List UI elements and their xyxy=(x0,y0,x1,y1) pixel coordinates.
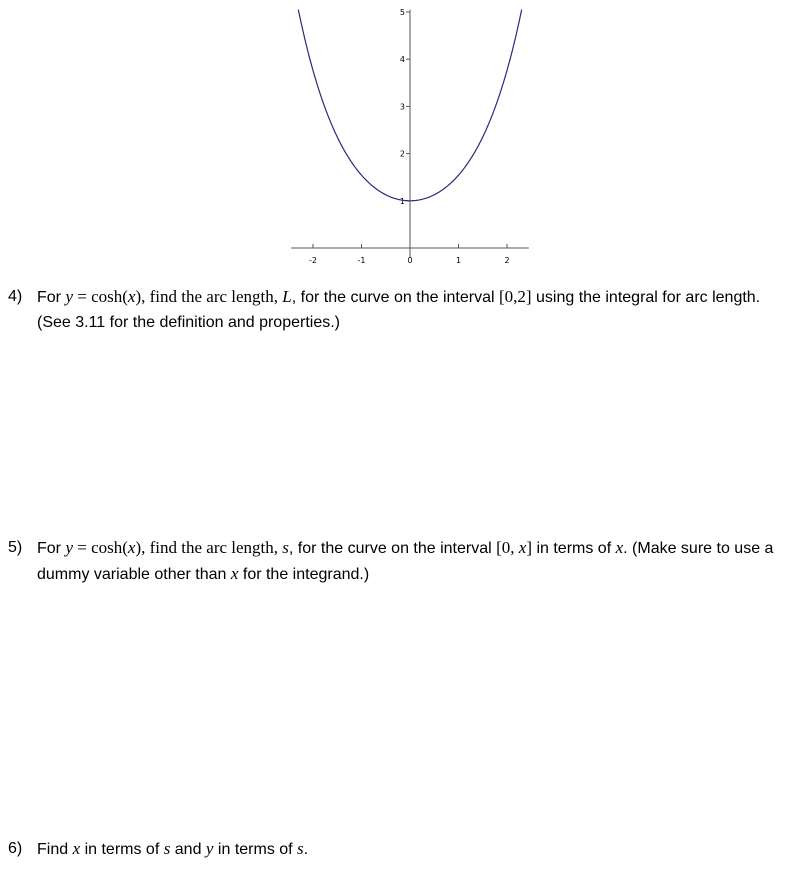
ticks xyxy=(309,8,510,265)
text-run: for the integrand.) xyxy=(238,566,370,583)
math-expr: ] xyxy=(526,538,533,557)
math-var: L xyxy=(282,287,292,306)
question-text xyxy=(37,535,798,587)
y-tick-label: 5 xyxy=(399,8,405,17)
math-var: x xyxy=(230,564,239,583)
y-tick-label: 4 xyxy=(399,55,405,65)
y-tick-label: 1 xyxy=(399,196,405,206)
math-expr: = cosh( xyxy=(73,287,128,306)
math-var: x xyxy=(518,538,527,557)
text-run: For xyxy=(37,540,66,557)
cosh-graph xyxy=(0,0,805,270)
math-var: y xyxy=(205,839,214,858)
x-tick-label: -1 xyxy=(357,256,366,265)
math-var: x xyxy=(127,538,136,557)
question-4 xyxy=(8,284,798,335)
text-run: in terms of xyxy=(532,540,616,557)
text-run: , for the curve on the interval xyxy=(291,289,499,306)
x-tick-label: 2 xyxy=(504,256,510,265)
text-run: . xyxy=(303,841,309,858)
math-var: s xyxy=(282,538,289,557)
text-run: ), find the arc length, xyxy=(135,538,283,557)
math-var: x xyxy=(127,287,136,306)
text-run: using the integral for arc length. (See 3.11 for the definition and properties.) xyxy=(37,289,761,331)
y-tick-label: 3 xyxy=(399,102,405,112)
axes xyxy=(291,10,529,258)
text-run: . (Make sure to use a dummy variable other than xyxy=(37,540,774,583)
math-expr: = cosh( xyxy=(73,538,128,557)
math-var: y xyxy=(65,287,73,306)
text-run: in terms of xyxy=(213,841,298,858)
math-var: s xyxy=(163,839,171,858)
text-run: in terms of xyxy=(80,841,164,858)
y-tick-label: 2 xyxy=(399,149,405,159)
question-5 xyxy=(8,535,798,587)
question-number: 5) xyxy=(8,539,23,556)
x-tick-label: 1 xyxy=(455,256,462,265)
text-run: , for the curve on the interval xyxy=(288,540,497,557)
question-number: 4) xyxy=(8,288,23,305)
math-var: s xyxy=(297,839,304,858)
math-var: x xyxy=(72,839,81,858)
text-run: Find xyxy=(37,841,73,858)
question-6 xyxy=(8,836,798,862)
math-expr: [0, xyxy=(496,538,519,557)
math-expr: [0,2] xyxy=(498,287,532,306)
question-text xyxy=(37,284,798,335)
text-run: ), find the arc length, xyxy=(135,287,283,306)
x-tick-label: 0 xyxy=(407,256,413,265)
x-tick-label: -2 xyxy=(309,256,317,265)
text-run: and xyxy=(170,841,206,858)
text-run: For xyxy=(37,289,66,306)
question-text xyxy=(37,836,798,862)
question-number: 6) xyxy=(8,840,23,857)
math-var: y xyxy=(65,538,73,557)
math-var: x xyxy=(615,538,624,557)
